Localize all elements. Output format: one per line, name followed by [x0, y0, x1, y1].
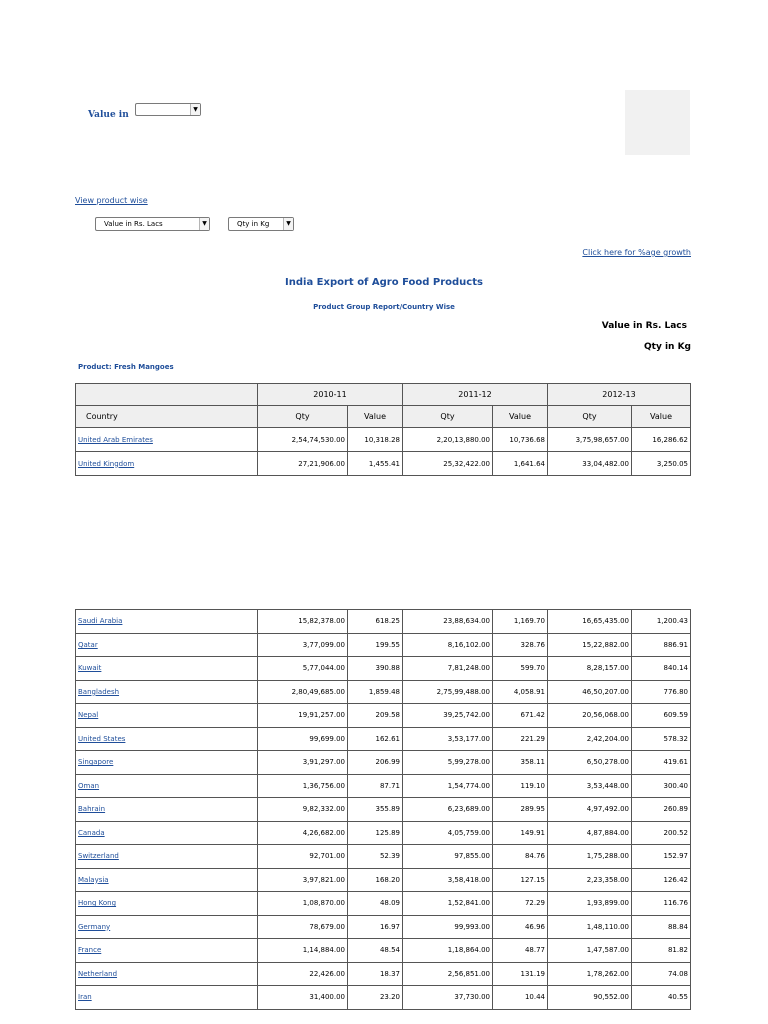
value-cell: 10,736.68 [493, 428, 548, 452]
qty-header: Qty [258, 406, 348, 428]
country-link[interactable]: Malaysia [78, 875, 109, 884]
country-link[interactable]: Netherland [78, 969, 118, 978]
value-cell: 127.15 [493, 868, 548, 892]
qty-cell: 37,730.00 [403, 986, 493, 1010]
value-cell: 578.32 [632, 727, 691, 751]
qty-cell: 99,993.00 [403, 915, 493, 939]
country-link[interactable]: Iran [78, 993, 92, 1002]
header-blank [76, 384, 258, 406]
chevron-down-icon[interactable]: ▼ [199, 218, 209, 230]
qty-cell: 27,21,906.00 [258, 452, 348, 476]
value-cell: 88.84 [632, 915, 691, 939]
qty-cell: 5,99,278.00 [403, 751, 493, 775]
qty-cell: 3,97,821.00 [258, 868, 348, 892]
report-subtitle: Product Group Report/Country Wise [313, 303, 455, 311]
export-table-top [75, 383, 691, 476]
qty-cell: 3,91,297.00 [258, 751, 348, 775]
export-table-bottom [75, 609, 691, 1010]
value-cell: 358.11 [493, 751, 548, 775]
value-cell: 46.96 [493, 915, 548, 939]
country-link[interactable]: Hong Kong [78, 899, 117, 908]
qty-cell: 16,65,435.00 [548, 610, 632, 634]
value-cell: 23.20 [348, 986, 403, 1010]
country-cell [76, 610, 258, 634]
qty-cell: 3,53,177.00 [403, 727, 493, 751]
value-cell: 48.77 [493, 939, 548, 963]
year-header: 2011-12 [403, 384, 548, 406]
value-cell: 4,058.91 [493, 680, 548, 704]
value-cell: 199.55 [348, 633, 403, 657]
value-cell: 300.40 [632, 774, 691, 798]
table-row [76, 610, 691, 634]
qty-cell: 92,701.00 [258, 845, 348, 869]
qty-cell: 2,56,851.00 [403, 962, 493, 986]
country-link[interactable]: Bangladesh [78, 687, 120, 696]
value-cell: 1,641.64 [493, 452, 548, 476]
qty-cell: 1,54,774.00 [403, 774, 493, 798]
value-cell: 119.10 [493, 774, 548, 798]
country-cell [76, 986, 258, 1010]
table-row [76, 680, 691, 704]
qty-cell: 25,32,422.00 [403, 452, 493, 476]
country-link[interactable]: Canada [78, 828, 105, 837]
value-cell: 609.59 [632, 704, 691, 728]
qty-cell: 20,56,068.00 [548, 704, 632, 728]
value-cell: 40.55 [632, 986, 691, 1010]
qty-cell: 23,88,634.00 [403, 610, 493, 634]
value-cell: 152.97 [632, 845, 691, 869]
qty-cell: 3,53,448.00 [548, 774, 632, 798]
value-cell: 390.88 [348, 657, 403, 681]
year-header: 2010-11 [258, 384, 403, 406]
qty-cell: 1,08,870.00 [258, 892, 348, 916]
qty-cell: 39,25,742.00 [403, 704, 493, 728]
country-cell [76, 821, 258, 845]
qty-cell: 78,679.00 [258, 915, 348, 939]
table-row [76, 657, 691, 681]
qty-cell: 4,26,682.00 [258, 821, 348, 845]
chevron-down-icon[interactable]: ▼ [283, 218, 293, 230]
qty-cell: 31,400.00 [258, 986, 348, 1010]
qty-cell: 6,50,278.00 [548, 751, 632, 775]
qty-cell: 90,552.00 [548, 986, 632, 1010]
table-row [76, 428, 691, 452]
value-cell: 1,169.70 [493, 610, 548, 634]
table-row [76, 986, 691, 1010]
country-cell [76, 939, 258, 963]
qty-unit-label: Qty in Kg [644, 342, 691, 352]
country-link[interactable]: Switzerland [78, 852, 119, 861]
value-cell: 1,859.48 [348, 680, 403, 704]
country-link[interactable]: Singapore [78, 758, 114, 767]
value-cell: 840.14 [632, 657, 691, 681]
country-cell [76, 727, 258, 751]
qty-cell: 15,82,378.00 [258, 610, 348, 634]
country-link[interactable]: Bahrain [78, 805, 106, 814]
country-cell [76, 798, 258, 822]
qty-cell: 99,699.00 [258, 727, 348, 751]
country-link[interactable]: Saudi Arabia [78, 617, 123, 626]
value-cell: 419.61 [632, 751, 691, 775]
country-link[interactable]: Germany [78, 922, 111, 931]
product-label: Product: Fresh Mangoes [78, 363, 174, 371]
qty-cell: 1,48,110.00 [548, 915, 632, 939]
country-cell [76, 845, 258, 869]
value-cell: 168.20 [348, 868, 403, 892]
country-cell [76, 751, 258, 775]
qty-unit-select[interactable] [228, 217, 294, 231]
value-cell: 84.76 [493, 845, 548, 869]
value-cell: 221.29 [493, 727, 548, 751]
qty-header: Qty [403, 406, 493, 428]
value-cell: 618.25 [348, 610, 403, 634]
value-cell: 328.76 [493, 633, 548, 657]
country-cell [76, 633, 258, 657]
qty-cell: 97,855.00 [403, 845, 493, 869]
country-cell [76, 704, 258, 728]
qty-cell: 1,78,262.00 [548, 962, 632, 986]
country-cell [76, 915, 258, 939]
qty-cell: 8,16,102.00 [403, 633, 493, 657]
value-cell: 149.91 [493, 821, 548, 845]
value-cell: 599.70 [493, 657, 548, 681]
qty-cell: 1,52,841.00 [403, 892, 493, 916]
country-cell [76, 452, 258, 476]
value-cell: 10.44 [493, 986, 548, 1010]
qty-cell: 4,87,884.00 [548, 821, 632, 845]
value-cell: 886.91 [632, 633, 691, 657]
qty-cell: 2,23,358.00 [548, 868, 632, 892]
country-cell [76, 962, 258, 986]
qty-cell: 6,23,689.00 [403, 798, 493, 822]
value-cell: 18.37 [348, 962, 403, 986]
qty-cell: 1,93,899.00 [548, 892, 632, 916]
qty-cell: 2,80,49,685.00 [258, 680, 348, 704]
value-cell: 355.89 [348, 798, 403, 822]
qty-cell: 1,18,864.00 [403, 939, 493, 963]
qty-cell: 2,54,74,530.00 [258, 428, 348, 452]
table-row [76, 892, 691, 916]
qty-cell: 5,77,044.00 [258, 657, 348, 681]
value-cell: 1,200.43 [632, 610, 691, 634]
value-header: Value [632, 406, 691, 428]
qty-cell: 2,20,13,880.00 [403, 428, 493, 452]
table-row [76, 727, 691, 751]
value-cell: 200.52 [632, 821, 691, 845]
value-header: Value [348, 406, 403, 428]
country-cell [76, 680, 258, 704]
qty-cell: 1,75,288.00 [548, 845, 632, 869]
value-cell: 72.29 [493, 892, 548, 916]
value-cell: 776.80 [632, 680, 691, 704]
value-cell: 116.76 [632, 892, 691, 916]
value-cell: 87.71 [348, 774, 403, 798]
view-product-wise-link[interactable]: View product wise [75, 196, 148, 205]
chevron-down-icon[interactable]: ▼ [190, 104, 200, 115]
value-cell: 74.08 [632, 962, 691, 986]
country-link[interactable]: Oman [78, 781, 100, 790]
value-cell: 1,455.41 [348, 452, 403, 476]
value-cell: 16.97 [348, 915, 403, 939]
country-cell [76, 892, 258, 916]
table-row [76, 751, 691, 775]
value-header: Value [493, 406, 548, 428]
country-link[interactable]: United States [78, 734, 126, 743]
table-row [76, 915, 691, 939]
value-unit-select[interactable] [95, 217, 210, 231]
value-cell: 206.99 [348, 751, 403, 775]
value-cell: 671.42 [493, 704, 548, 728]
qty-cell: 8,28,157.00 [548, 657, 632, 681]
qty-cell: 3,75,98,657.00 [548, 428, 632, 452]
value-in-select[interactable] [135, 103, 201, 116]
qty-cell: 1,36,756.00 [258, 774, 348, 798]
country-link[interactable]: Qatar [78, 640, 98, 649]
country-cell [76, 428, 258, 452]
value-cell: 81.82 [632, 939, 691, 963]
qty-cell: 15,22,882.00 [548, 633, 632, 657]
value-cell: 52.39 [348, 845, 403, 869]
country-link[interactable]: United Arab Emirates [78, 435, 153, 444]
qty-cell: 4,05,759.00 [403, 821, 493, 845]
qty-cell: 3,77,099.00 [258, 633, 348, 657]
country-link[interactable]: France [78, 946, 102, 955]
value-cell: 16,286.62 [632, 428, 691, 452]
qty-cell: 4,97,492.00 [548, 798, 632, 822]
table-row [76, 868, 691, 892]
table-row [76, 774, 691, 798]
value-cell: 162.61 [348, 727, 403, 751]
country-link[interactable]: United Kingdom [78, 459, 135, 468]
year-header: 2012-13 [548, 384, 691, 406]
value-cell: 126.42 [632, 868, 691, 892]
table-row [76, 962, 691, 986]
value-unit-label: Value in Rs. Lacs [601, 321, 687, 331]
value-cell: 10,318.28 [348, 428, 403, 452]
value-cell: 48.09 [348, 892, 403, 916]
value-in-label: Value in [88, 110, 129, 120]
country-cell [76, 657, 258, 681]
country-link[interactable]: Nepal [78, 711, 99, 720]
qty-cell: 22,426.00 [258, 962, 348, 986]
table-row [76, 939, 691, 963]
country-header: Country [76, 406, 258, 428]
qty-cell: 2,42,204.00 [548, 727, 632, 751]
country-cell [76, 774, 258, 798]
country-cell [76, 868, 258, 892]
qty-unit-select-text: Qty in Kg [237, 220, 270, 228]
value-cell: 289.95 [493, 798, 548, 822]
table-row [76, 633, 691, 657]
qty-cell: 46,50,207.00 [548, 680, 632, 704]
table-row [76, 821, 691, 845]
value-cell: 3,250.05 [632, 452, 691, 476]
qty-header: Qty [548, 406, 632, 428]
value-cell: 48.54 [348, 939, 403, 963]
qty-cell: 19,91,257.00 [258, 704, 348, 728]
country-link[interactable]: Kuwait [78, 664, 102, 673]
table-row [76, 704, 691, 728]
value-unit-select-text: Value in Rs. Lacs [104, 220, 163, 228]
value-cell: 131.19 [493, 962, 548, 986]
table-row [76, 452, 691, 476]
qty-cell: 33,04,482.00 [548, 452, 632, 476]
placeholder-image [625, 90, 690, 155]
report-title: India Export of Agro Food Products [285, 277, 483, 288]
qty-cell: 2,75,99,488.00 [403, 680, 493, 704]
qty-cell: 7,81,248.00 [403, 657, 493, 681]
value-cell: 260.89 [632, 798, 691, 822]
qty-cell: 9,82,332.00 [258, 798, 348, 822]
table-row [76, 798, 691, 822]
qty-cell: 1,14,884.00 [258, 939, 348, 963]
percentage-growth-link[interactable]: Click here for %age growth [582, 248, 691, 257]
table-row [76, 845, 691, 869]
qty-cell: 1,47,587.00 [548, 939, 632, 963]
value-cell: 125.89 [348, 821, 403, 845]
qty-cell: 3,58,418.00 [403, 868, 493, 892]
value-cell: 209.58 [348, 704, 403, 728]
